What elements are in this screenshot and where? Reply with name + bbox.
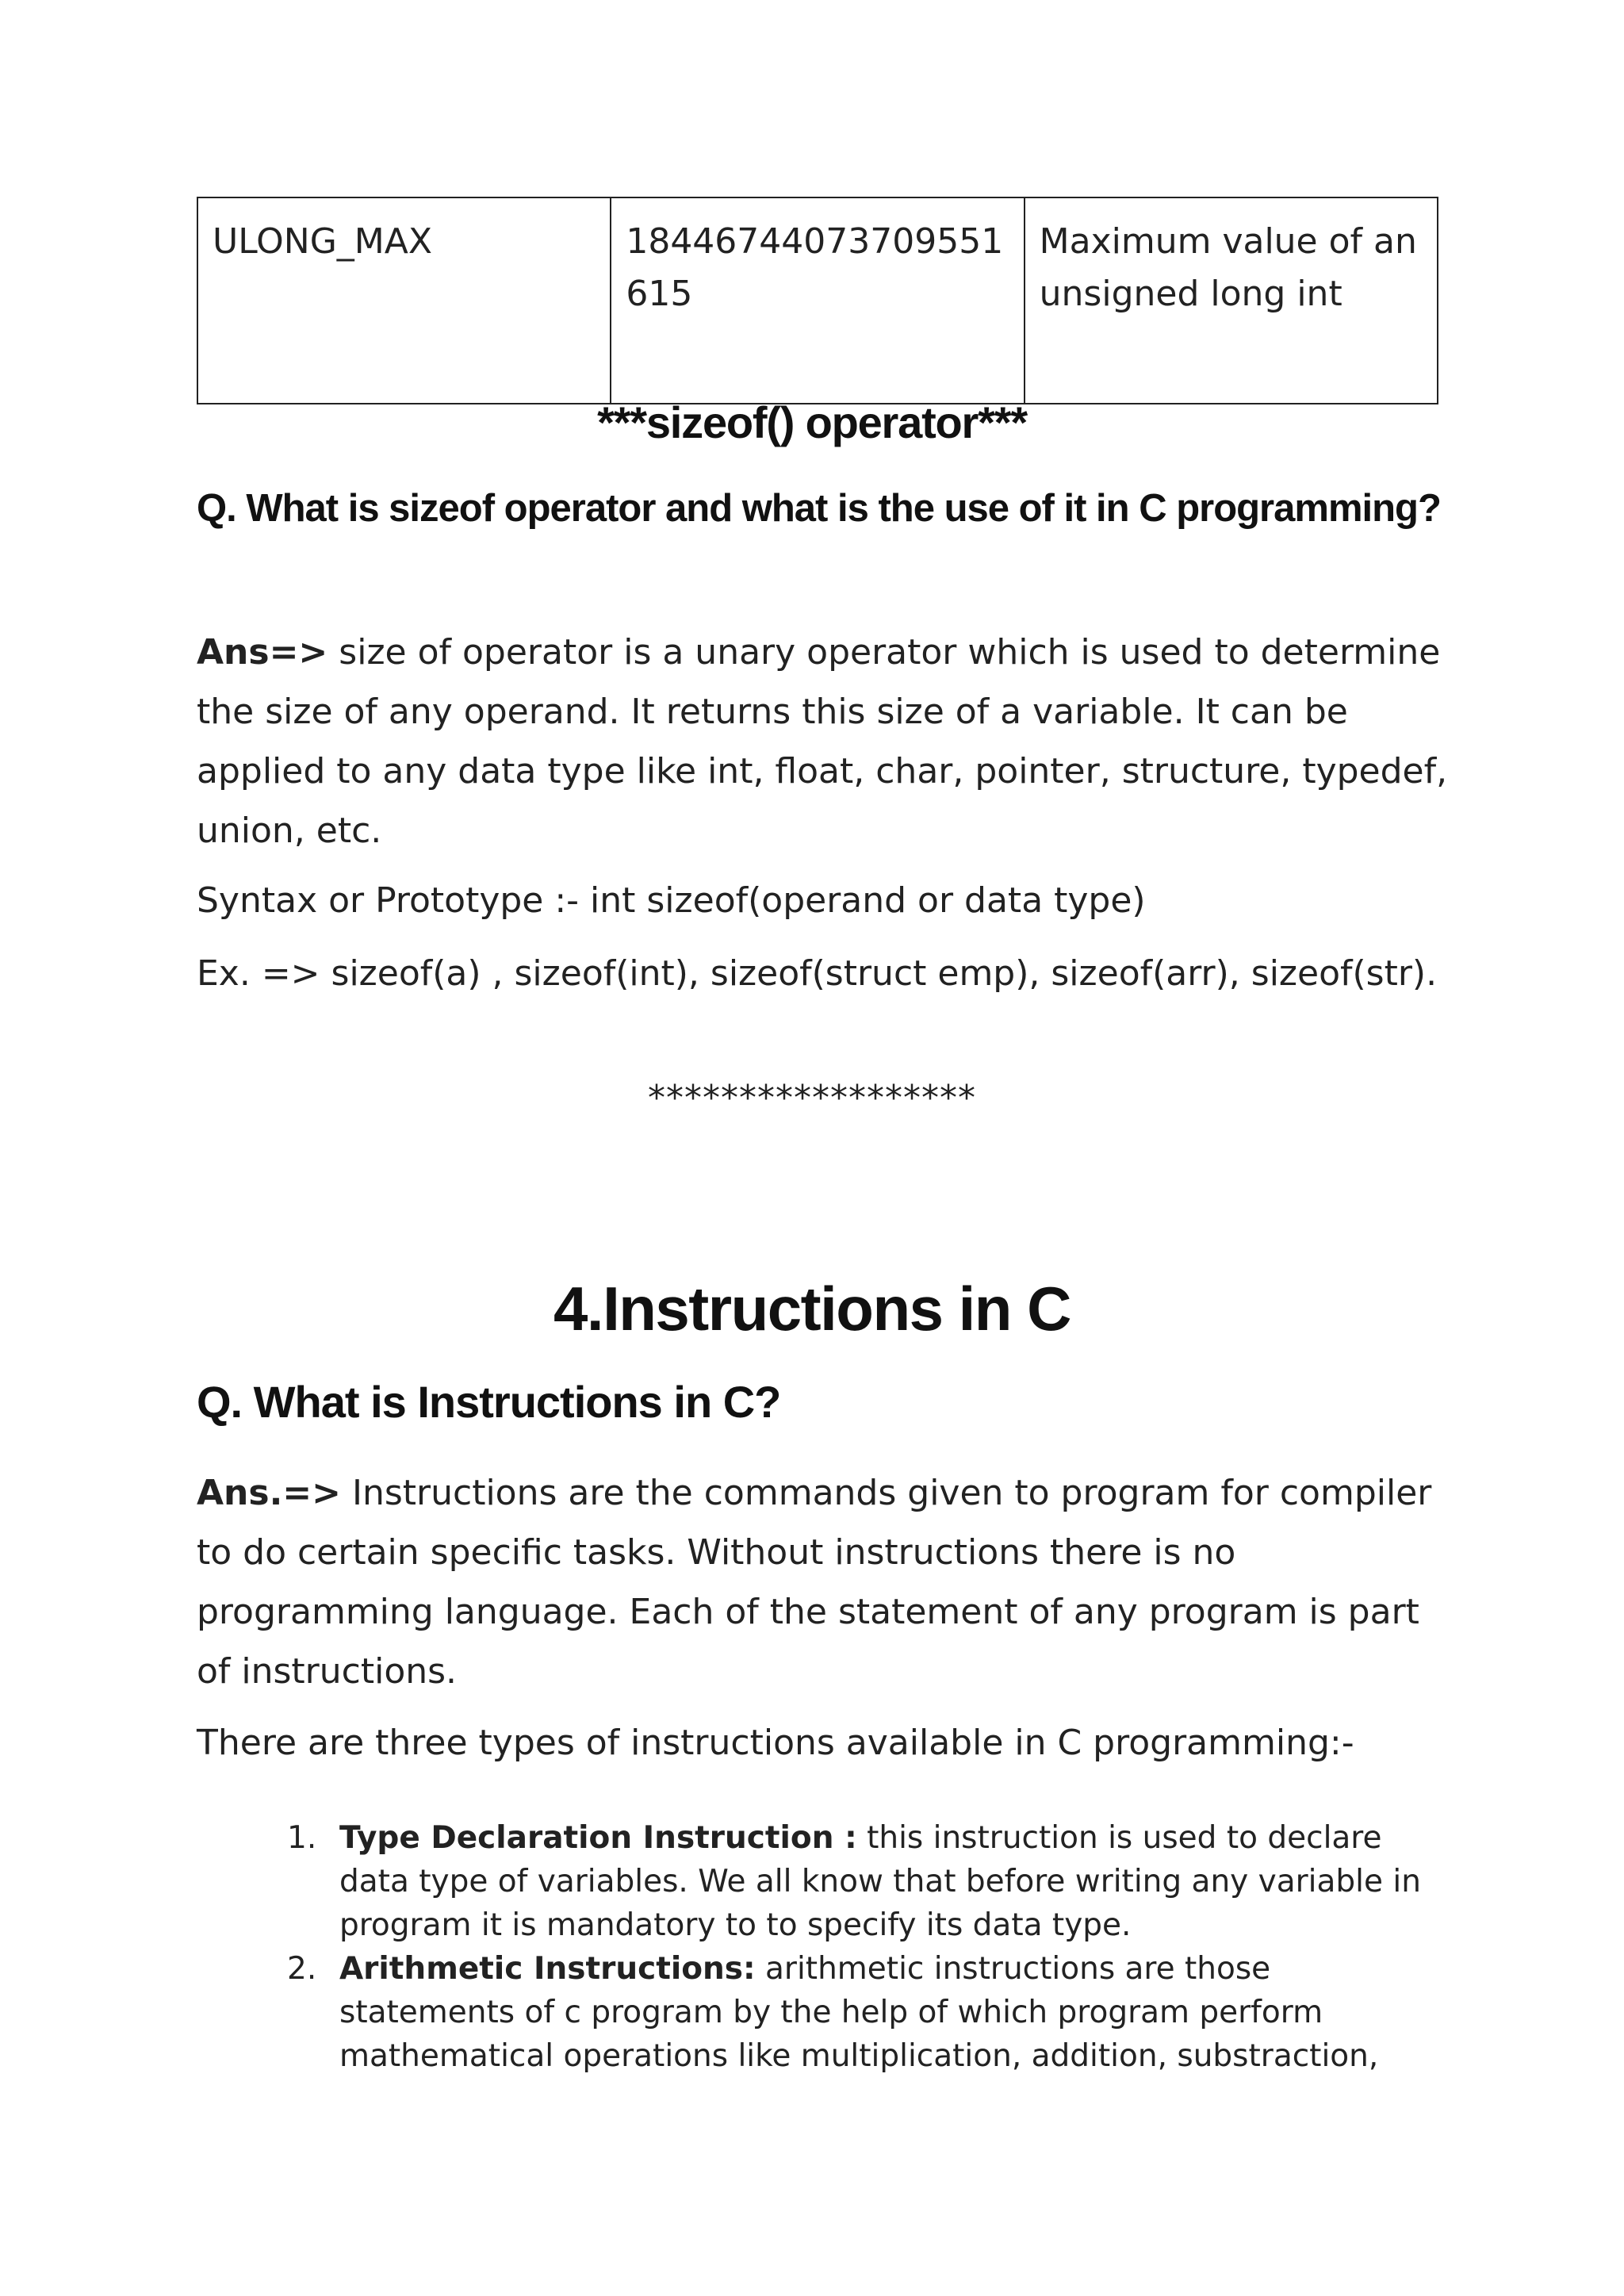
answer-label: Ans.=> xyxy=(197,1473,342,1513)
table-row xyxy=(197,197,1438,404)
example-line: Ex. => sizeof(a) , sizeof(int), sizeof(struct emp), sizeof(arr), sizeof(str). xyxy=(197,953,1438,994)
answer-text: Instructions are the commands given to program for compiler to do certain specific tasks. Without instructions there is no programming language. Each of the statement of any program is part of instructions. xyxy=(197,1473,1432,1692)
answer-label: Ans=> xyxy=(197,632,328,673)
separator-stars: ****************** xyxy=(648,1078,976,1118)
list-term: Type Declaration Instruction : xyxy=(339,1820,857,1856)
list-item xyxy=(287,1947,1429,2078)
table-cell-constant: ULONG_MAX xyxy=(197,197,611,404)
table-cell-value: 18446744073709551615 xyxy=(611,197,1024,404)
answer-sizeof xyxy=(197,623,1450,861)
list-item xyxy=(287,1816,1429,1947)
question-instructions: Q. What is Instructions in C? xyxy=(197,1377,781,1427)
table-cell-description: Maximum value of an unsigned long int xyxy=(1025,197,1438,404)
list-number: 2. xyxy=(287,1951,317,1987)
list-number: 1. xyxy=(287,1820,317,1856)
list-term: Arithmetic Instructions: xyxy=(339,1951,756,1987)
answer-instructions xyxy=(197,1463,1450,1701)
limits-table xyxy=(197,197,1438,404)
syntax-line: Syntax or Prototype :- int sizeof(operand or data type) xyxy=(197,880,1146,921)
chapter-title: 4.Instructions in C xyxy=(553,1274,1071,1343)
section-title-sizeof: ***sizeof() operator*** xyxy=(597,397,1027,447)
list-text: this instruction is used to declare data type of variables. We all know that before writing any variable in program it is mandatory to to specify its data type. xyxy=(339,1820,1421,1943)
types-intro: There are three types of instructions available in C programming:- xyxy=(197,1723,1354,1763)
instruction-types-list xyxy=(287,1816,1429,2078)
question-sizeof: Q. What is sizeof operator and what is the use of it in C programming? xyxy=(197,487,1441,530)
answer-text: size of operator is a unary operator which is used to determine the size of any operand. It returns this size of a variable. It can be applied to any data type like int, float, char, pointer, structure, typedef, union, etc. xyxy=(197,632,1448,851)
list-text: arithmetic instructions are those statements of c program by the help of which program perform mathematical operations like multiplication, addition, substraction, xyxy=(339,1951,1379,2074)
